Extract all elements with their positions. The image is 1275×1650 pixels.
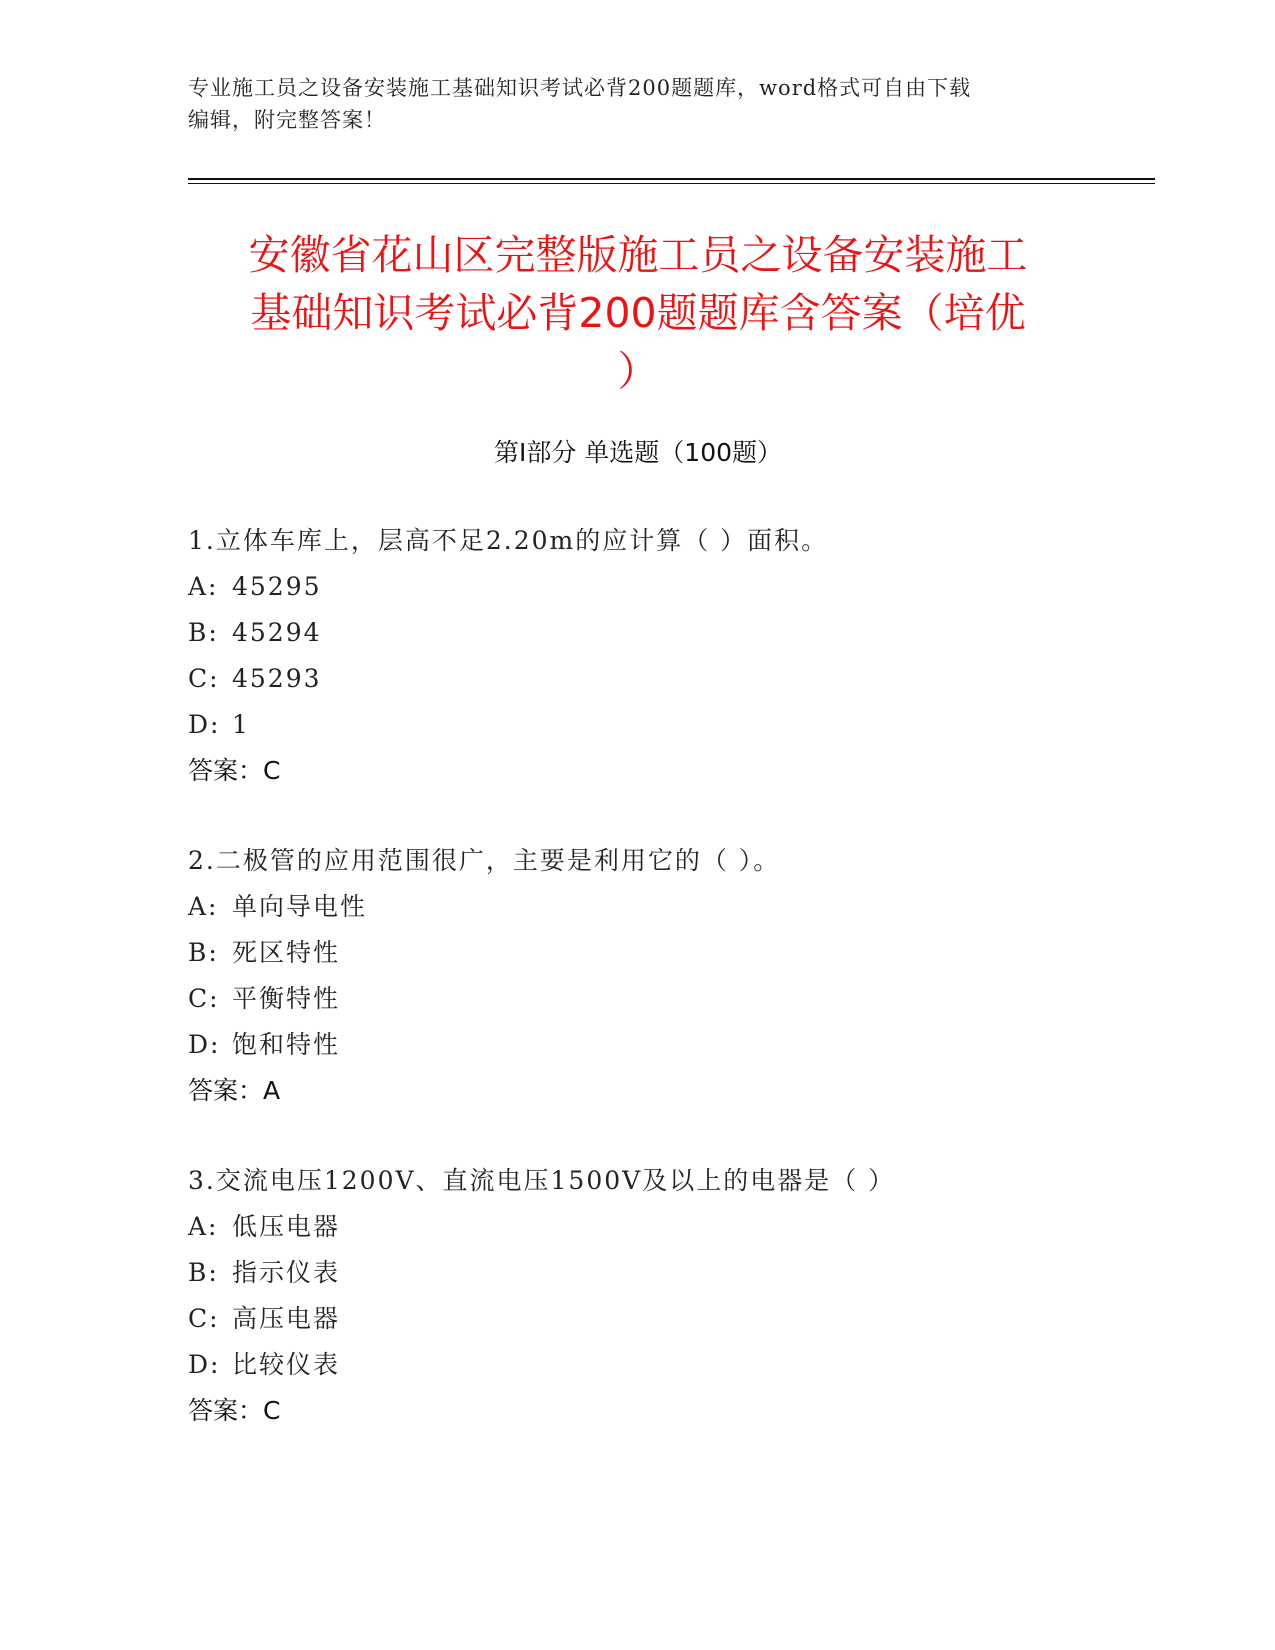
option-c [188, 1302, 1168, 1348]
option-b [188, 616, 1168, 662]
header-note [188, 72, 1088, 136]
document-title-line-2: 基础知识考试必背200题题库含答案（培优 [250, 289, 1026, 337]
option-letter: C: [188, 984, 220, 1013]
header-note-line-1: 专业施工员之设备安装施工基础知识考试必背200题题库，word格式可自由下载 [188, 76, 972, 100]
option-d [188, 1348, 1168, 1394]
header-divider-thick [188, 178, 1155, 180]
section-title: 第Ⅰ部分 单选题（100题） [493, 438, 783, 467]
document-title-line-3: ） [617, 347, 659, 395]
option-text: 1 [232, 710, 250, 739]
question-block [188, 524, 1168, 800]
option-text: 单向导电性 [232, 892, 368, 921]
option-letter: B: [188, 618, 219, 647]
option-a [188, 1210, 1168, 1256]
option-text: 45293 [232, 664, 322, 693]
answer-line: 答案：C [188, 756, 281, 785]
option-b [188, 1256, 1168, 1302]
question-stem: 3.交流电压1200V、直流电压1500V及以上的电器是（ ） [188, 1166, 896, 1195]
option-letter: B: [188, 938, 219, 967]
option-letter: D: [188, 1350, 221, 1379]
option-text: 死区特性 [232, 938, 341, 967]
question-stem: 2.二极管的应用范围很广，主要是利用它的（ ）。 [188, 846, 781, 875]
option-letter: A: [188, 1212, 219, 1241]
option-text: 饱和特性 [232, 1030, 341, 1059]
answer-line: 答案：A [188, 1076, 281, 1105]
option-letter: D: [188, 1030, 221, 1059]
option-text: 平衡特性 [232, 984, 341, 1013]
option-a [188, 890, 1168, 936]
option-c [188, 982, 1168, 1028]
option-c [188, 662, 1168, 708]
question-block [188, 844, 1168, 1120]
document-title-line-1: 安徽省花山区完整版施工员之设备安装施工 [248, 231, 1028, 279]
option-d [188, 1028, 1168, 1074]
header-divider-thin [188, 183, 1155, 184]
option-a [188, 570, 1168, 616]
option-text: 低压电器 [232, 1212, 341, 1241]
question-block [188, 1164, 1168, 1440]
option-text: 比较仪表 [232, 1350, 341, 1379]
option-letter: A: [188, 892, 219, 921]
answer-line: 答案：C [188, 1396, 281, 1425]
header-note-line-2: 编辑，附完整答案！ [188, 108, 386, 132]
option-letter: B: [188, 1258, 219, 1287]
option-text: 45295 [232, 572, 322, 601]
question-stem: 1.立体车库上，层高不足2.20m的应计算（ ）面积。 [188, 526, 829, 555]
option-letter: C: [188, 664, 220, 693]
option-letter: A: [188, 572, 219, 601]
option-text: 45294 [232, 618, 322, 647]
document-title [188, 226, 1088, 400]
option-b [188, 936, 1168, 982]
option-letter: C: [188, 1304, 220, 1333]
option-text: 高压电器 [232, 1304, 341, 1333]
option-letter: D: [188, 710, 221, 739]
option-text: 指示仪表 [232, 1258, 341, 1287]
option-d [188, 708, 1168, 754]
